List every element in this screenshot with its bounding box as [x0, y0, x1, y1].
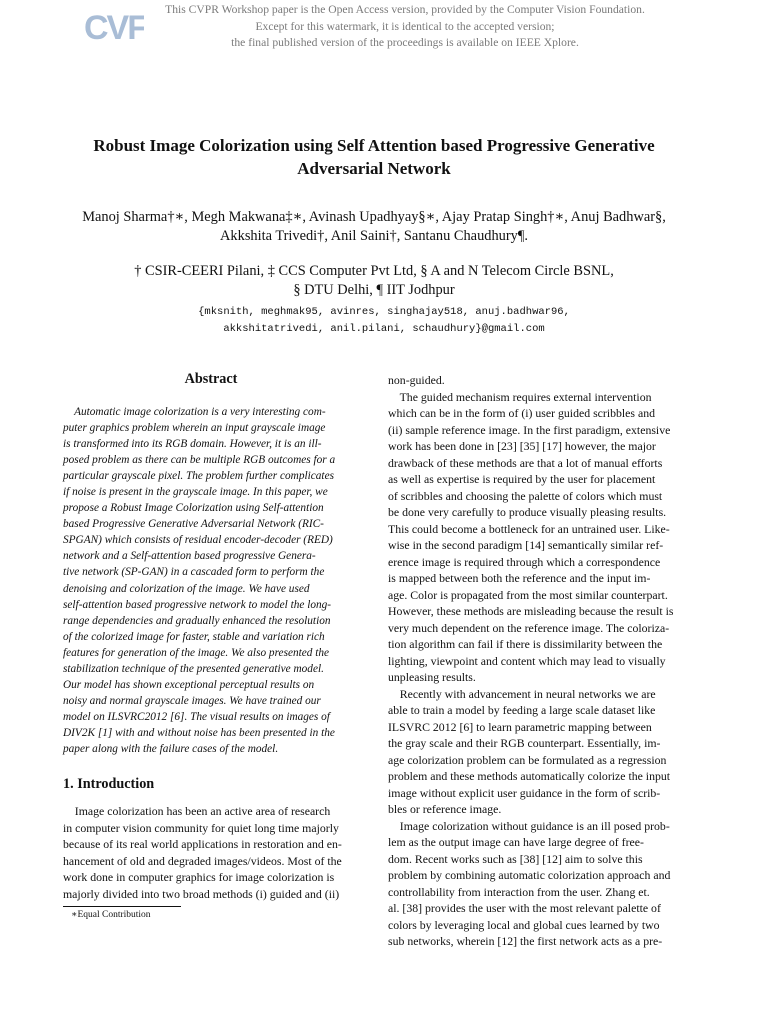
footnote-rule	[63, 906, 181, 907]
text-line: Recently with advancement in neural networks we are	[388, 686, 656, 701]
text-line: work done in computer graphics for image colorization is	[63, 870, 335, 884]
text-line: is mapped between both the reference and the input im-	[388, 571, 651, 585]
text-line: problem by combining automatic colorization approach and	[388, 868, 671, 882]
text-line: non-guided.	[388, 373, 445, 387]
cvf-logo	[84, 6, 144, 46]
abstract-line: propose a Robust Image Colorization using Self-attention	[63, 502, 324, 515]
text-line: controllability from interaction from the user. Zhang et.	[388, 884, 650, 899]
text-line: wise in the second paradigm [14] semantically similar ref-	[388, 538, 664, 552]
paper-title	[40, 134, 708, 180]
text-line: as well as expertise is required by the user for placement	[388, 472, 656, 486]
title-line: Adversarial Network	[297, 159, 451, 178]
abstract-line: range dependencies and gradually enhanced the resolution	[63, 614, 331, 627]
author-list	[40, 208, 708, 246]
abstract-body	[63, 404, 359, 757]
title-line: Robust Image Colorization using Self Attention based Progressive Generative	[93, 136, 655, 155]
text-line: This could become a bottleneck for an untrained user. Like-	[388, 521, 670, 536]
abstract-line: based Progressive Generative Adversarial Network (RIC-	[63, 518, 324, 531]
abstract-line: DIV2K [1] with and without noise has been presented in the	[63, 726, 335, 739]
text-line: in computer vision community for quiet long time majorly	[63, 820, 339, 835]
text-line: image without explicit user guidance in the form of scrib-	[388, 785, 661, 800]
text-line: of scribbles and choosing the palette of colors which must	[388, 488, 663, 503]
text-line: very much dependent on the reference image. The coloriza-	[388, 620, 670, 635]
abstract-line: of the colorized image for faster, stable and variation rich	[63, 630, 325, 643]
text-line: dom. Recent works such as [38] [12] aim to solve this	[388, 851, 643, 866]
abstract-line: denoising and colorization of the image. We have used	[63, 582, 310, 595]
svg-text:CVF: CVF	[84, 9, 144, 46]
authors-line: Manoj Sharma†∗, Megh Makwana‡∗, Avinash Upadhyay§∗, Ajay Pratap Singh†∗, Anuj Badhwar§,	[82, 209, 666, 225]
abstract-line: noisy and normal grayscale images. We have trained our	[63, 694, 321, 707]
text-line: ILSVRC 2012 [6] to learn parametric mapping between	[388, 719, 652, 734]
text-line: unpleasing results.	[388, 670, 476, 684]
abstract-heading: Abstract	[184, 371, 238, 387]
text-line: work has been done in [23] [35] [17] however, the major	[388, 439, 656, 453]
abstract-line: self-attention based progressive network to model the long-	[63, 598, 332, 611]
text-line: the gray scale and their RGB counterpart. Essentially, im-	[388, 736, 661, 750]
text-line: age colorization problem can be formulated as a regression	[388, 752, 667, 767]
authors-line: Akkshita Trivedi†, Anil Saini†, Santanu Chaudhury¶.	[220, 228, 528, 244]
watermark-line: Except for this watermark, it is identical to the accepted version;	[255, 19, 555, 33]
abstract-line: Our model has shown exceptional perceptual results on	[63, 678, 315, 691]
affiliations	[40, 262, 708, 300]
text-line: problem and these methods automatically colorize the input	[388, 769, 671, 783]
text-line: However, these methods are misleading because the result is	[388, 604, 674, 618]
abstract-line: paper along with the failure cases of the model.	[63, 742, 279, 755]
text-line: bles or reference image.	[388, 802, 502, 816]
text-line: tion algorithm can fail if there is dissimilarity between the	[388, 637, 663, 651]
text-line: hancement of old and degraded images/videos. Most of the	[63, 853, 342, 868]
text-line: lem as the output image can have large degree of free-	[388, 835, 644, 849]
text-line: colors by leveraging local and global cues learned by two	[388, 917, 660, 932]
footnote: ∗Equal Contribution	[71, 910, 151, 920]
email-line: {mksnith, meghmak95, avinres, singhajay518, anuj.badhwar96,	[198, 306, 570, 318]
text-line: majorly divided into two broad methods (i) guided and (ii)	[63, 886, 340, 901]
introduction-body	[63, 803, 359, 902]
author-emails	[40, 304, 728, 338]
abstract-line: posed problem as there can be multiple RGB outcomes for a	[63, 454, 336, 467]
text-line: which can be in the form of (i) user guided scribbles and	[388, 406, 655, 420]
text-line: (ii) sample reference image. In the first paradigm, extensive	[388, 422, 671, 437]
text-line: Image colorization has been an active area of research	[63, 804, 331, 818]
abstract-line: Automatic image colorization is a very interesting com-	[63, 406, 326, 418]
text-line: erence image is required through which a correspondence	[388, 554, 661, 569]
introduction-heading: 1. Introduction	[63, 776, 155, 792]
text-line: al. [38] provides the user with the most relevant palette of	[388, 901, 661, 915]
abstract-line: stabilization technique of the presented generative model.	[63, 662, 324, 675]
text-line: sub networks, wherein [12] the first network acts as a pre-	[388, 934, 663, 948]
text-line: be done very carefully to produce visually pleasing results.	[388, 505, 667, 519]
affiliation-line: § DTU Delhi, ¶ IIT Jodhpur	[293, 282, 455, 298]
email-line: akkshitatrivedi, anil.pilani, schaudhury}@gmail.com	[223, 323, 545, 335]
right-column-body	[388, 372, 685, 950]
abstract-line: puter graphics problem wherein an input grayscale image	[63, 422, 326, 435]
text-line: lighting, viewpoint and content which may lead to visually	[388, 653, 666, 668]
abstract-line: particular grayscale pixel. The problem further complicates	[63, 470, 334, 483]
text-line: because of its real world applications in restoration and en-	[63, 837, 342, 851]
text-line: drawback of these methods are that a lot of manual efforts	[388, 455, 663, 470]
watermark-notice	[150, 2, 660, 52]
text-line: The guided mechanism requires external intervention	[388, 389, 652, 404]
abstract-line: SPGAN) which consists of residual encoder-decoder (RED)	[63, 534, 333, 547]
watermark-line: This CVPR Workshop paper is the Open Access version, provided by the Computer Vision Foundation.	[165, 3, 645, 16]
abstract-line: is transformed into its RGB domain. However, it is an ill-	[63, 438, 322, 451]
abstract-line: model on ILSVRC2012 [6]. The visual results on images of	[63, 710, 330, 723]
abstract-line: if noise is present in the grayscale image. In this paper, we	[63, 486, 328, 499]
watermark-line: the final published version of the proceedings is available on IEEE Xplore.	[231, 36, 579, 49]
abstract-line: features for generation of the image. We also presented the	[63, 646, 330, 659]
text-line: Image colorization without guidance is an ill posed prob-	[388, 818, 670, 833]
abstract-line: network and a Self-attention based progressive Genera-	[63, 550, 316, 563]
text-line: able to train a model by feeding a large scale dataset like	[388, 703, 656, 717]
text-line: age. Color is propagated from the most similar counterpart.	[388, 587, 668, 602]
affiliation-line: † CSIR-CEERI Pilani, ‡ CCS Computer Pvt Ltd, § A and N Telecom Circle BSNL,	[134, 263, 614, 279]
abstract-line: tive network (SP-GAN) in a cascaded form to perform the	[63, 566, 325, 579]
